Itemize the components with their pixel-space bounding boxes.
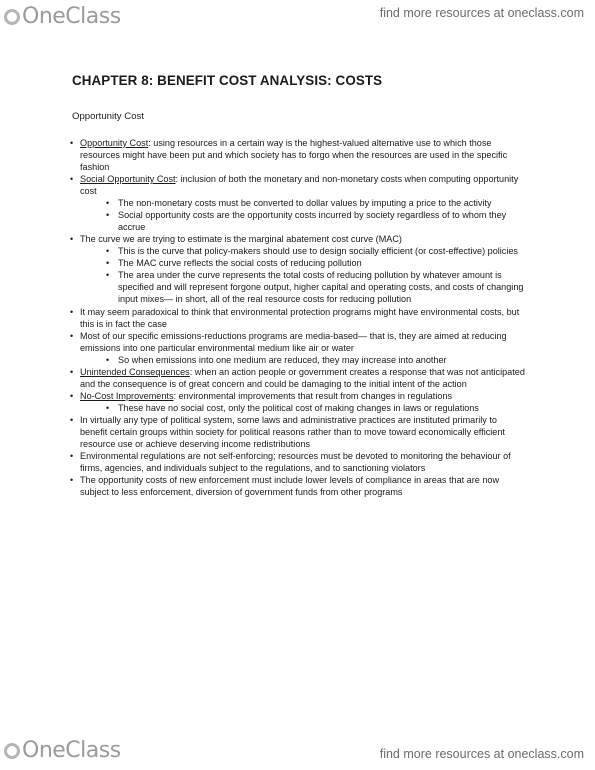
bullet-icon: • [70,138,74,148]
list-item: • Unintended Consequences: when an action people or government creates a response that was not anticipated and the consequence is of great concern and could be damaging to the initial intent of the action [70,367,525,389]
sub-list-item: • This is the curve that policy-makers should use to design socially efficient (or cost-effective) policies [106,246,518,256]
bullet-icon: • [106,355,110,365]
bullet-icon: • [106,270,110,280]
bullet-icon: • [70,234,74,244]
term: No-Cost Improvements [80,391,174,401]
list-item: • Environmental regulations are not self-enforcing; resources must be devoted to monitoring the behaviour of firms, agencies, and individuals subject to the regulations, and to sanctioning violators [70,451,511,473]
list-item: • Social Opportunity Cost: inclusion of both the monetary and non-monetary costs when computing opportunity cost [70,174,519,196]
bullet-icon: • [106,246,110,256]
bullet-icon: • [70,415,74,425]
list-item: • No-Cost Improvements: environmental improvements that result from changes in regulations [70,391,453,401]
sub-list-item: • Social opportunity costs are the opportunity costs incurred by society regardless of to whom they accrue [106,210,507,232]
logo-ring-icon [4,743,20,759]
bullet-icon: • [106,198,110,208]
bullet-icon: • [70,451,74,461]
bullet-icon: • [106,210,110,220]
bullet-icon: • [70,367,74,377]
term: Social Opportunity Cost [80,174,176,184]
bullet-icon: • [106,403,110,413]
list-item: • The curve we are trying to estimate is the marginal abatement cost curve (MAC) [70,234,402,244]
find-more-resources-link[interactable]: find more resources at oneclass.com [379,6,584,20]
sub-list-item: • So when emissions into one medium are reduced, they may increase into another [106,355,447,365]
bullet-icon: • [70,391,74,401]
logo-text: OneClass [22,4,121,29]
list-item: • Opportunity Cost: using resources in a certain way is the highest-valued alternative use to which those resources might have been put and which society has to forgo when the resources are used in the specific fashion [70,138,508,172]
page-title: CHAPTER 8: BENEFIT COST ANALYSIS: COSTS [72,73,383,88]
sub-list-item: • The non-monetary costs must be converted to dollar values by imputing a price to the activity [106,198,492,208]
bullet-icon: • [70,174,74,184]
notes-body [66,137,526,498]
bullet-icon: • [70,475,74,485]
term: Unintended Consequences [80,367,190,377]
list-item: • It may seem paradoxical to think that environmental protection programs might have environmental costs, but this is in fact the case [70,307,520,329]
section-heading: Opportunity Cost [72,111,144,122]
term: Opportunity Cost [80,138,149,148]
bullet-icon: • [106,258,110,268]
sub-list-item: • The area under the curve represents the total costs of reducing pollution by whatever amount is specified and will represent forgone output, higher capital and operating costs, and costs of changing input mixes— in short, all of the real resource costs for reducing pollution [106,270,524,304]
logo-ring-icon [4,9,20,25]
list-item: • In virtually any type of political system, some laws and administrative practices are instituted primarily to benefit certain groups within society for political reasons rather than to move toward economically efficient resource use or achieve deserving income redistributions [70,415,505,449]
oneclass-logo-footer[interactable] [4,738,121,763]
sub-list-item: • These have no social cost, only the political cost of making changes in laws or regulations [106,403,479,413]
sub-list-item: • The MAC curve reflects the social costs of reducing pollution [106,258,362,268]
oneclass-logo[interactable] [4,4,121,29]
bullet-icon: • [70,307,74,317]
bullet-icon: • [70,331,74,341]
find-more-resources-link-footer[interactable]: find more resources at oneclass.com [379,747,584,761]
logo-text: OneClass [22,738,121,763]
list-item: • The opportunity costs of new enforcement must include lower levels of compliance in areas that are now subject to less enforcement, diversion of government funds from other programs [70,475,500,497]
list-item: • Most of our specific emissions-reductions programs are media-based— that is, they are aimed at reducing emissions into one particular environmental medium like air or water [70,331,507,353]
